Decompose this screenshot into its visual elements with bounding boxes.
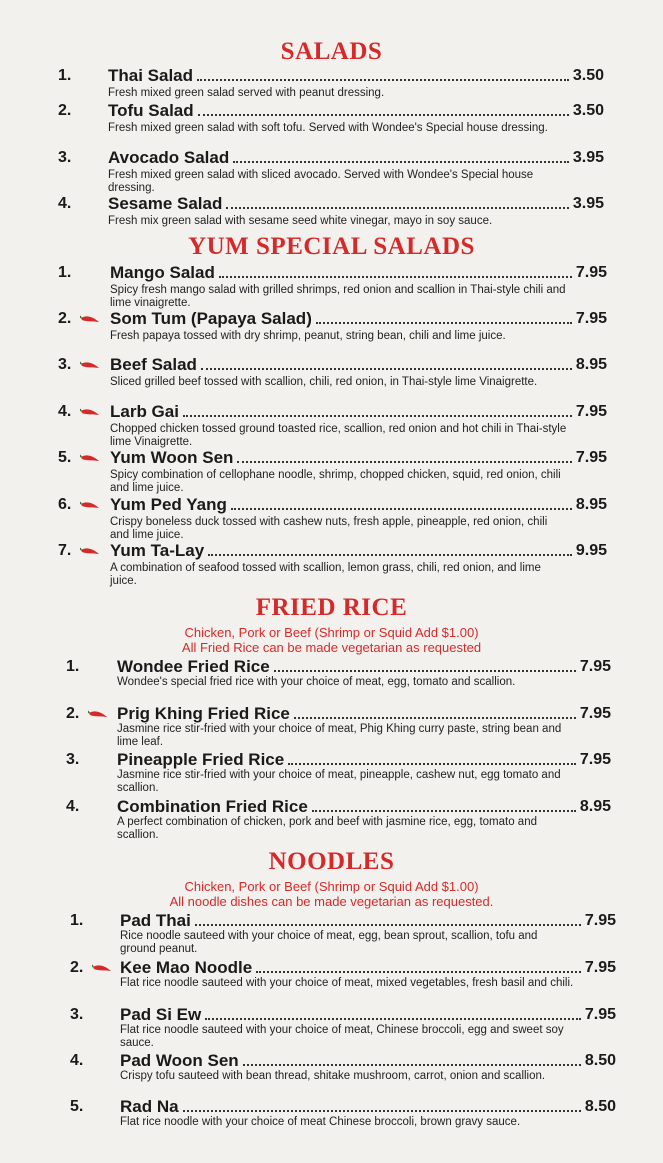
item-description: Crispy tofu sauteed with bean thread, shitake mushroom, carrot, onion and scallion. (120, 1070, 546, 1082)
menu-item-pad-si-ew (120, 1005, 616, 1024)
item-number: 4. (58, 403, 72, 420)
dot-leader (198, 113, 569, 116)
item-description: Fresh mixed green salad with sliced avocado. Served with Wondee's Special house dressing. (108, 169, 534, 194)
dot-leader (312, 809, 576, 812)
item-number: 2. (58, 102, 72, 119)
item-name: Prig Khing Fried Rice (117, 704, 290, 723)
section-title-salads: SALADS (280, 38, 383, 65)
menu-item-rad-na (120, 1097, 616, 1116)
dot-leader (195, 923, 581, 926)
item-price: 3.50 (572, 67, 604, 84)
item-name: Yum Ped Yang (110, 495, 227, 514)
item-number: 2. (70, 959, 84, 976)
item-price: 3.95 (572, 195, 604, 212)
dot-leader (316, 321, 572, 324)
item-number: 7. (58, 542, 72, 559)
item-price: 7.95 (575, 264, 607, 281)
dot-leader (274, 669, 576, 672)
item-description: Flat rice noodle with your choice of meat Chinese broccoli, brown gravy sauce. (120, 1116, 521, 1128)
dot-leader (183, 1109, 581, 1112)
item-name: Avocado Salad (108, 148, 230, 167)
menu-item-tofu-salad (108, 101, 604, 120)
menu-item-avocado-salad (108, 148, 604, 167)
item-number: 3. (58, 149, 72, 166)
item-name: Sesame Salad (108, 194, 223, 213)
item-number: 4. (66, 798, 80, 815)
dot-leader (288, 762, 576, 765)
dot-leader (226, 206, 569, 209)
noodles-price-note: Chicken, Pork or Beef (Shrimp or Squid Add $1.00) (184, 879, 479, 894)
item-name: Pad Si Ew (120, 1005, 202, 1024)
menu-item-yum-ta-lay (110, 541, 607, 560)
item-price: 7.95 (579, 658, 611, 675)
fried-rice-vegetarian-note: All Fried Rice can be made vegetarian as requested (181, 640, 482, 655)
item-description: Crispy boneless duck tossed with cashew nuts, fresh apple, pineapple, red onion, chili and lime juice. (110, 516, 548, 541)
menu-item-som-tum-papaya-salad (110, 309, 607, 328)
chili-pepper-icon (80, 358, 100, 370)
fried-rice-price-note: Chicken, Pork or Beef (Shrimp or Squid Add $1.00) (184, 625, 479, 640)
item-number: 1. (58, 67, 72, 84)
item-price: 7.95 (575, 403, 607, 420)
item-price: 8.95 (579, 798, 611, 815)
item-name: Rad Na (120, 1097, 179, 1116)
chili-pepper-icon (80, 544, 100, 556)
chili-pepper-icon (80, 312, 100, 324)
dot-leader (208, 553, 572, 556)
section-title-fried-rice: FRIED RICE (255, 594, 408, 621)
item-description: A perfect combination of chicken, pork and beef with jasmine rice, egg, tomato and scallion. (117, 816, 537, 841)
menu-item-sesame-salad (108, 194, 604, 213)
dot-leader (243, 1063, 581, 1066)
item-name: Yum Woon Sen (110, 448, 234, 467)
menu-item-prig-khing-fried-rice (117, 704, 611, 723)
item-description: Flat rice noodle sauteed with your choice of meat, mixed vegetables, fresh basil and chili. (120, 977, 574, 989)
item-description: Spicy fresh mango salad with grilled shrimps, red onion and scallion in Thai-style chili and lime vinaigrette. (110, 284, 566, 309)
menu-item-mango-salad (110, 263, 607, 282)
item-price: 7.95 (584, 959, 616, 976)
item-price: 7.95 (579, 751, 611, 768)
item-number: 3. (70, 1006, 84, 1023)
chili-pepper-icon (92, 961, 112, 973)
menu-item-pad-woon-sen (120, 1051, 616, 1070)
item-number: 1. (66, 658, 80, 675)
item-price: 7.95 (575, 310, 607, 327)
item-description: Fresh mix green salad with sesame seed white vinegar, mayo in soy sauce. (108, 215, 493, 227)
item-price: 3.50 (572, 102, 604, 119)
dot-leader (233, 160, 569, 163)
chili-pepper-icon (80, 498, 100, 510)
menu-item-larb-gai (110, 402, 607, 421)
item-price: 8.50 (584, 1098, 616, 1115)
item-number: 3. (58, 356, 72, 373)
menu-item-pad-thai (120, 911, 616, 930)
item-name: Yum Ta-Lay (110, 541, 205, 560)
item-description: Flat rice noodle sauteed with your choice of meat, Chinese broccoli, egg and sweet soy sauce. (120, 1024, 564, 1049)
dot-leader (183, 414, 572, 417)
item-price: 7.95 (575, 449, 607, 466)
item-number: 3. (66, 751, 80, 768)
menu-item-wondee-fried-rice (117, 657, 611, 676)
item-number: 2. (66, 705, 80, 722)
item-number: 5. (70, 1098, 84, 1115)
dot-leader (256, 970, 581, 973)
item-name: Pad Thai (120, 911, 191, 930)
item-name: Som Tum (Papaya Salad) (110, 309, 312, 328)
item-name: Mango Salad (110, 263, 215, 282)
dot-leader (294, 716, 576, 719)
item-price: 7.95 (584, 1006, 616, 1023)
item-price: 8.50 (584, 1052, 616, 1069)
item-number: 5. (58, 449, 72, 466)
item-description: Fresh mixed green salad with soft tofu. Served with Wondee's Special house dressing. (108, 122, 548, 134)
item-price: 7.95 (584, 912, 616, 929)
item-name: Thai Salad (108, 66, 194, 85)
item-name: Pineapple Fried Rice (117, 750, 285, 769)
chili-pepper-icon (88, 707, 108, 719)
menu-item-beef-salad (110, 355, 607, 374)
item-description: Spicy combination of cellophane noodle, shrimp, chopped chicken, squid, red onion, chili and lime juice. (110, 469, 561, 494)
item-name: Tofu Salad (108, 101, 194, 120)
item-price: 9.95 (575, 542, 607, 559)
item-name: Pad Woon Sen (120, 1051, 239, 1070)
item-number: 1. (70, 912, 84, 929)
menu-item-thai-salad (108, 66, 604, 85)
item-description: Sliced grilled beef tossed with scallion, chili, red onion, in Thai-style lime Vinaigrette. (110, 376, 538, 388)
item-number: 1. (58, 264, 72, 281)
item-description: Fresh mixed green salad served with peanut dressing. (108, 87, 385, 99)
dot-leader (219, 275, 572, 278)
item-number: 2. (58, 310, 72, 327)
item-price: 3.95 (572, 149, 604, 166)
menu-item-combination-fried-rice (117, 797, 611, 816)
item-price: 8.95 (575, 496, 607, 513)
item-description: Jasmine rice stir-fried with your choice of meat, pineapple, cashew nut, egg tomato and scallion. (117, 769, 561, 794)
noodles-vegetarian-note: All noodle dishes can be made vegetarian as requested. (169, 894, 494, 909)
menu-item-yum-ped-yang (110, 495, 607, 514)
dot-leader (237, 460, 571, 463)
item-name: Combination Fried Rice (117, 797, 308, 816)
item-description: A combination of seafood tossed with scallion, lemon grass, chili, red onion, and lime juice. (110, 562, 541, 587)
dot-leader (197, 78, 569, 81)
menu-item-kee-mao-noodle (120, 958, 616, 977)
section-title-noodles: NOODLES (268, 848, 395, 875)
item-price: 7.95 (579, 705, 611, 722)
item-description: Jasmine rice stir-fried with your choice of meat, Phig Khing curry paste, string bean and lime leaf. (117, 723, 562, 748)
item-description: Wondee's special fried rice with your choice of meat, egg, tomato and scallion. (117, 676, 516, 688)
menu-item-pineapple-fried-rice (117, 750, 611, 769)
item-name: Kee Mao Noodle (120, 958, 253, 977)
dot-leader (231, 507, 572, 510)
item-description: Chopped chicken tossed ground toasted rice, scallion, red onion and hot chili in Thai-style lime Vinaigrette. (110, 423, 567, 448)
section-title-yum-special-salads: YUM SPECIAL SALADS (188, 233, 475, 260)
dot-leader (201, 367, 572, 370)
item-number: 4. (58, 195, 72, 212)
item-name: Larb Gai (110, 402, 179, 421)
item-description: Fresh papaya tossed with dry shrimp, peanut, string bean, chili and lime juice. (110, 330, 506, 342)
item-price: 8.95 (575, 356, 607, 373)
item-description: Rice noodle sauteed with your choice of meat, egg, bean sprout, scallion, tofu and ground peanut. (120, 930, 538, 955)
item-number: 6. (58, 496, 72, 513)
menu-item-yum-woon-sen (110, 448, 607, 467)
item-number: 4. (70, 1052, 84, 1069)
item-name: Beef Salad (110, 355, 197, 374)
dot-leader (205, 1017, 581, 1020)
item-name: Wondee Fried Rice (117, 657, 270, 676)
chili-pepper-icon (80, 451, 100, 463)
chili-pepper-icon (80, 405, 100, 417)
